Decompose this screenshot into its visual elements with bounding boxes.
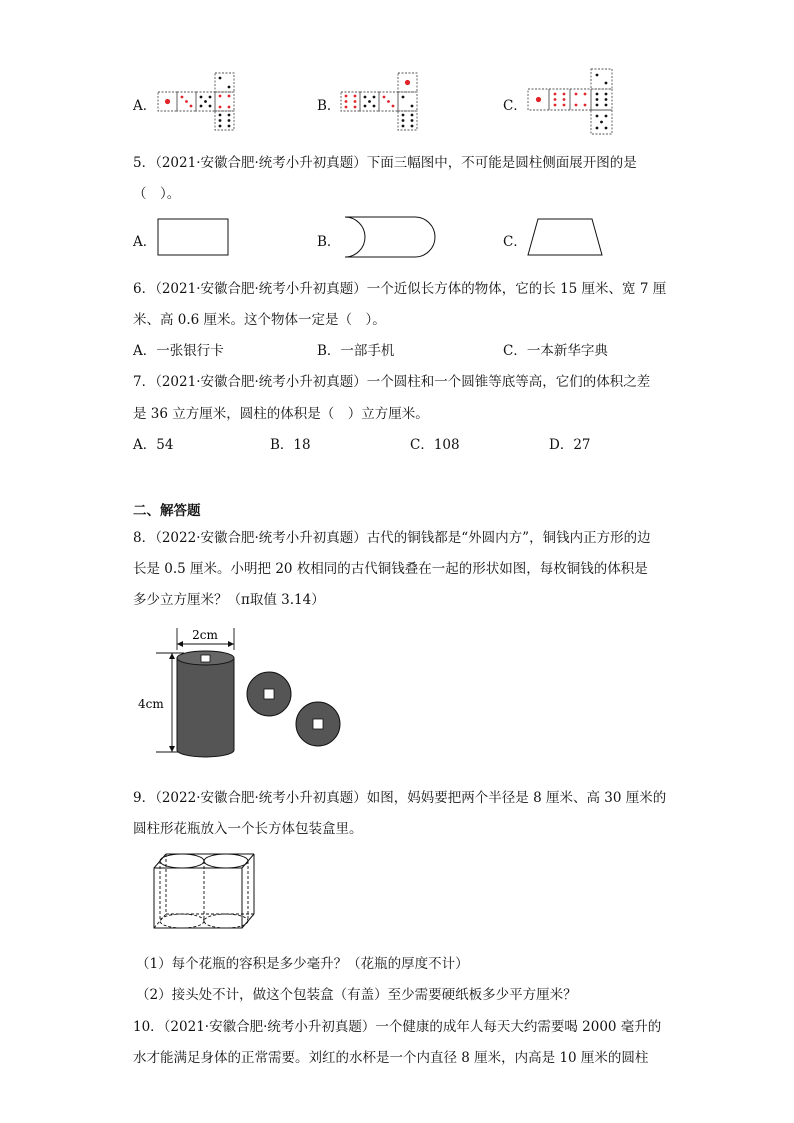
q6-text-line-1: 6．（2021·安徽合肥·统考小升初真题）一个近似长方体的物体，它的长 15 厘米、宽 7 厘 [133, 281, 667, 297]
q9-box-with-vases-figure [152, 850, 257, 932]
q8-height-label: 4cm [138, 697, 164, 711]
q5-option-a-label[interactable]: A． [133, 234, 157, 250]
q7-text-line-2: 是 36 立方厘米，圆柱的体积是（ ）立方厘米。 [133, 406, 429, 422]
q5-option-c-trapezoid [526, 218, 606, 258]
q4-option-b-label[interactable]: B． [317, 98, 341, 114]
q6-option-b[interactable]: B．一部手机 [317, 343, 395, 359]
q8-text-line-1: 8．（2022·安徽合肥·统考小升初真题）古代的铜钱都是“外圆内方”，铜钱内正方形的边 [133, 530, 651, 546]
q9-text-line-1: 9．（2022·安徽合肥·统考小升初真题）如图，妈妈要把两个半径是 8 厘米、高 30 厘米的 [133, 790, 667, 806]
q5-option-c-label[interactable]: C． [503, 234, 527, 250]
q9-sub-question-1: （1）每个花瓶的容积是多少毫升？（花瓶的厚度不计） [136, 956, 469, 972]
q10-text-line-2: 水才能满足身体的正常需要。刘红的水杯是一个内直径 8 厘米，内高是 10 厘米的圆柱 [133, 1050, 649, 1066]
q6-option-c[interactable]: C．一本新华字典 [503, 343, 608, 359]
q6-option-a[interactable]: A．一张银行卡 [133, 343, 224, 359]
q9-sub-question-2: （2）接头处不计，做这个包装盒（有盖）至少需要硬纸板多少平方厘米？ [136, 987, 577, 1003]
q7-text-line-1: 7．（2021·安徽合肥·统考小升初真题）一个圆柱和一个圆锥等底等高，它们的体积之差 [133, 374, 651, 390]
q7-option-a[interactable]: A．54 [133, 437, 174, 453]
q4-option-b-cube-net [340, 72, 422, 132]
q5-option-a-rectangle [157, 218, 231, 258]
q5-text-line-2: （ ）。 [133, 186, 181, 202]
q10-text-line-1: 10．（2021·安徽合肥·统考小升初真题）一个健康的成年人每天大约需要喝 2000 毫升的 [133, 1019, 662, 1035]
section-title: 二、解答题 [133, 503, 201, 519]
q5-option-b-curved-shape [343, 215, 438, 259]
q9-text-line-2: 圆柱形花瓶放入一个长方体包装盒里。 [133, 821, 363, 837]
q4-option-c-label[interactable]: C． [503, 98, 527, 114]
q8-text-line-2: 长是 0.5 厘米。小明把 20 枚相同的古代铜钱叠在一起的形状如图，每枚铜钱的体积是 [133, 561, 648, 577]
q8-coin-stack-figure [138, 624, 348, 760]
q5-option-b-label[interactable]: B． [317, 234, 341, 250]
q4-option-a-cube-net [157, 72, 239, 132]
q7-option-d[interactable]: D．27 [549, 437, 591, 453]
q5-text-line-1: 5．（2021·安徽合肥·统考小升初真题）下面三幅图中，不可能是圆柱侧面展开图的是 [133, 155, 637, 171]
q7-option-b[interactable]: B．18 [270, 437, 311, 453]
q4-option-c-cube-net [527, 68, 615, 136]
q7-option-c[interactable]: C．108 [410, 437, 460, 453]
q6-text-line-2: 米、高 0.6 厘米。这个物体一定是（ ）。 [133, 312, 386, 328]
q4-option-a-label[interactable]: A． [133, 98, 157, 114]
q8-text-line-3: 多少立方厘米？（π取值 3.14） [133, 592, 325, 608]
q8-width-label: 2cm [192, 628, 218, 642]
